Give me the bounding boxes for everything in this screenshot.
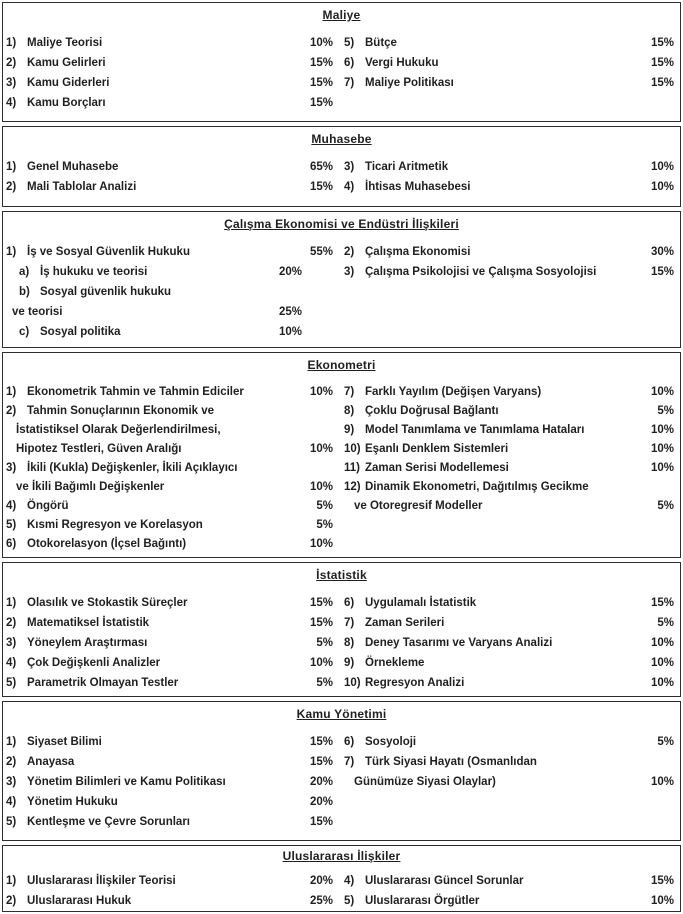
section-title: Kamu Yönetimi — [296, 707, 387, 721]
item-label: Zaman Serileri — [365, 617, 445, 629]
item-label: Çok Değişkenli Analizler — [27, 657, 161, 669]
section-box — [2, 2, 681, 122]
item-percent: 15% — [309, 597, 333, 609]
item-label: Uluslararası Örgütler — [365, 895, 480, 907]
item-label: Türk Siyasi Hayatı (Osmanlıdan — [365, 756, 537, 768]
item-label: Farklı Yayılım (Değişen Varyans) — [365, 386, 542, 398]
item-number: b) — [19, 286, 30, 298]
item-number: 2) — [6, 405, 17, 417]
item-percent: 5% — [657, 500, 674, 512]
item-percent: 15% — [650, 57, 674, 69]
topic-line — [6, 535, 344, 554]
section-columns — [6, 732, 677, 832]
item-number: 6) — [6, 538, 17, 550]
topic-line — [344, 421, 677, 440]
item-percent: 20% — [278, 266, 302, 278]
column-left — [6, 33, 344, 113]
column-right — [344, 33, 677, 113]
item-number: 4) — [6, 500, 17, 512]
item-percent: 10% — [650, 637, 674, 649]
topic-line — [344, 752, 677, 772]
item-label: Hipotez Testleri, Güven Aralığı — [16, 443, 182, 455]
item-percent: 20% — [309, 796, 333, 808]
item-label: Eşanlı Denklem Sistemleri — [365, 443, 509, 455]
item-label: Kentleşme ve Çevre Sorunları — [27, 816, 190, 828]
item-percent: 15% — [650, 597, 674, 609]
item-percent: 10% — [278, 326, 302, 338]
column-left — [6, 871, 344, 911]
item-percent: 5% — [316, 519, 333, 531]
item-percent: 10% — [309, 657, 333, 669]
item-percent: 30% — [650, 246, 674, 258]
item-label: Bütçe — [365, 37, 397, 49]
topic-line — [16, 440, 344, 459]
item-percent: 5% — [316, 677, 333, 689]
item-percent: 15% — [650, 266, 674, 278]
topic-line — [344, 633, 677, 653]
column-left — [6, 383, 344, 554]
topic-line — [6, 673, 344, 693]
item-percent: 5% — [657, 617, 674, 629]
item-number: 3) — [344, 161, 355, 173]
item-number: 1) — [6, 386, 17, 398]
item-number: 1) — [6, 161, 17, 173]
section-title: Çalışma Ekonomisi ve Endüstri İlişkileri — [224, 217, 459, 231]
item-number: 6) — [344, 597, 355, 609]
item-percent: 20% — [309, 776, 333, 788]
topic-line — [6, 53, 344, 73]
topic-line — [6, 593, 344, 613]
topic-line — [6, 871, 344, 891]
topic-line — [6, 177, 344, 197]
topic-line — [6, 33, 344, 53]
topic-line — [344, 73, 677, 93]
item-number: c) — [19, 326, 30, 338]
topic-line — [6, 772, 344, 792]
item-number: 7) — [344, 386, 355, 398]
item-percent: 15% — [650, 77, 674, 89]
item-label: Çalışma Ekonomisi — [365, 246, 471, 258]
item-label: Parametrik Olmayan Testler — [27, 677, 179, 689]
topic-line — [6, 812, 344, 832]
item-number: 2) — [344, 246, 355, 258]
item-number: 4) — [344, 875, 355, 887]
item-label: Uluslararası Güncel Sorunlar — [365, 875, 524, 887]
column-right — [344, 383, 677, 554]
item-number: 2) — [6, 181, 17, 193]
item-number: 1) — [6, 875, 17, 887]
item-label: ve teorisi — [12, 306, 63, 318]
item-number: 5) — [344, 895, 355, 907]
column-right — [344, 871, 677, 911]
topic-line — [6, 383, 344, 402]
topic-line — [344, 593, 677, 613]
item-number: a) — [19, 266, 30, 278]
item-percent: 5% — [316, 500, 333, 512]
item-percent: 5% — [657, 736, 674, 748]
column-left — [6, 157, 344, 197]
item-label: Deney Tasarımı ve Varyans Analizi — [365, 637, 553, 649]
topic-line — [344, 732, 677, 752]
topic-line — [344, 402, 677, 421]
item-label: İhtisas Muhasebesi — [365, 181, 471, 193]
item-label: Uluslararası Hukuk — [27, 895, 132, 907]
item-percent: 15% — [309, 736, 333, 748]
item-number: 7) — [344, 617, 355, 629]
item-percent: 15% — [309, 97, 333, 109]
item-percent: 15% — [309, 181, 333, 193]
item-percent: 15% — [309, 617, 333, 629]
item-label: Anayasa — [27, 756, 75, 768]
item-percent: 10% — [650, 677, 674, 689]
item-label: Kamu Borçları — [27, 97, 106, 109]
topic-line — [344, 33, 677, 53]
item-number: 7) — [344, 756, 355, 768]
topic-line — [344, 673, 677, 693]
topic-line — [6, 653, 344, 673]
topic-line — [344, 177, 677, 197]
item-label: Dinamik Ekonometri, Dağıtılmış Gecikme — [365, 481, 589, 493]
topic-line — [344, 891, 677, 911]
topic-line — [6, 633, 344, 653]
topic-line — [344, 459, 677, 478]
item-number: 1) — [6, 597, 17, 609]
item-label: ve Otoregresif Modeller — [354, 500, 483, 512]
item-label: Yöneylem Araştırması — [27, 637, 148, 649]
column-left — [6, 732, 344, 832]
column-right — [344, 593, 677, 693]
section-columns — [6, 593, 677, 693]
item-number: 3) — [344, 266, 355, 278]
topic-line — [344, 613, 677, 633]
item-number: 3) — [6, 776, 17, 788]
item-label: Genel Muhasebe — [27, 161, 119, 173]
item-percent: 15% — [309, 77, 333, 89]
item-number: 4) — [6, 657, 17, 669]
item-label: Sosyoloji — [365, 736, 417, 748]
section-box — [2, 211, 681, 348]
topic-line — [6, 891, 344, 911]
section-box — [2, 126, 681, 207]
item-label: Yönetim Bilimleri ve Kamu Politikası — [27, 776, 226, 788]
item-number: 4) — [6, 796, 17, 808]
item-number: 3) — [6, 637, 17, 649]
item-percent: 10% — [309, 37, 333, 49]
item-number: 2) — [6, 756, 17, 768]
item-percent: 10% — [309, 481, 333, 493]
item-label: Örnekleme — [365, 657, 425, 669]
section-columns — [6, 33, 677, 113]
item-number: 5) — [6, 519, 17, 531]
section-title: Muhasebe — [311, 132, 372, 146]
item-number: 1) — [6, 736, 17, 748]
section-box — [2, 845, 681, 912]
item-percent: 10% — [650, 443, 674, 455]
section-box — [2, 562, 681, 697]
topic-line — [6, 516, 344, 535]
item-number: 5) — [6, 816, 17, 828]
item-number: 9) — [344, 657, 355, 669]
section-columns — [6, 383, 677, 554]
item-number: 9) — [344, 424, 355, 436]
item-label: Uluslararası İlişkiler Teorisi — [27, 875, 176, 887]
item-label: Çoklu Doğrusal Bağlantı — [365, 405, 499, 417]
topic-line — [19, 262, 344, 282]
item-label: Olasılık ve Stokastik Süreçler — [27, 597, 188, 609]
topic-line — [344, 653, 677, 673]
topic-line — [354, 497, 677, 516]
topic-line — [344, 383, 677, 402]
item-number: 5) — [344, 37, 355, 49]
topic-line — [344, 478, 677, 497]
section-title: Uluslararası İlişkiler — [282, 849, 401, 863]
topic-line — [354, 772, 677, 792]
topic-line — [6, 459, 344, 478]
topic-line — [16, 478, 344, 497]
item-label: Mali Tablolar Analizi — [27, 181, 137, 193]
item-label: Sosyal güvenlik hukuku — [40, 286, 172, 298]
item-percent: 25% — [278, 306, 302, 318]
item-percent: 65% — [309, 161, 333, 173]
item-label: ve İkili Bağımlı Değişkenler — [16, 481, 165, 493]
item-percent: 10% — [650, 161, 674, 173]
item-number: 10) — [344, 443, 361, 455]
item-label: Otokorelasyon (İçsel Bağıntı) — [27, 538, 187, 550]
item-number: 3) — [6, 462, 17, 474]
topic-line — [19, 282, 344, 302]
item-number: 3) — [6, 77, 17, 89]
item-label: Uygulamalı İstatistik — [365, 597, 477, 609]
column-left — [6, 242, 344, 342]
item-label: Sosyal politika — [40, 326, 121, 338]
item-label: Vergi Hukuku — [365, 57, 439, 69]
item-percent: 15% — [650, 875, 674, 887]
column-right — [344, 242, 677, 342]
topic-line — [12, 302, 344, 322]
item-number: 8) — [344, 637, 355, 649]
topic-line — [6, 613, 344, 633]
item-percent: 10% — [650, 776, 674, 788]
topic-line — [344, 157, 677, 177]
topic-line — [6, 402, 344, 421]
topic-line — [6, 157, 344, 177]
item-label: Kamu Gelirleri — [27, 57, 106, 69]
item-percent: 5% — [657, 405, 674, 417]
item-label: Ticari Aritmetik — [365, 161, 449, 173]
item-label: Siyaset Bilimi — [27, 736, 102, 748]
item-percent: 10% — [650, 181, 674, 193]
item-label: Çalışma Psikolojisi ve Çalışma Sosyolojisi — [365, 266, 597, 278]
item-label: İş hukuku ve teorisi — [40, 266, 148, 278]
section-columns — [6, 157, 677, 197]
topic-line — [6, 242, 344, 262]
item-number: 6) — [344, 736, 355, 748]
item-label: Matematiksel İstatistik — [27, 617, 150, 629]
item-percent: 15% — [650, 37, 674, 49]
topic-line — [344, 871, 677, 891]
item-number: 1) — [6, 246, 17, 258]
item-percent: 15% — [309, 756, 333, 768]
item-label: İş ve Sosyal Güvenlik Hukuku — [27, 246, 190, 258]
section-box — [2, 352, 681, 558]
item-percent: 10% — [309, 443, 333, 455]
item-percent: 10% — [309, 386, 333, 398]
item-label: Model Tanımlama ve Tanımlama Hataları — [365, 424, 585, 436]
item-number: 5) — [6, 677, 17, 689]
item-number: 2) — [6, 895, 17, 907]
item-number: 10) — [344, 677, 361, 689]
item-label: Maliye Politikası — [365, 77, 454, 89]
item-number: 4) — [344, 181, 355, 193]
item-label: Kamu Giderleri — [27, 77, 110, 89]
item-label: İstatistiksel Olarak Değerlendirilmesi, — [16, 424, 221, 436]
item-percent: 10% — [650, 386, 674, 398]
item-label: Ekonometrik Tahmin ve Tahmin Ediciler — [27, 386, 244, 398]
column-right — [344, 157, 677, 197]
topic-line — [6, 93, 344, 113]
item-percent: 10% — [650, 462, 674, 474]
item-label: Maliye Teorisi — [27, 37, 103, 49]
item-label: İkili (Kukla) Değişkenler, İkili Açıklayıcı — [27, 462, 238, 474]
item-percent: 20% — [309, 875, 333, 887]
item-label: Günümüze Siyasi Olaylar) — [354, 776, 496, 788]
section-title: İstatistik — [316, 568, 367, 582]
section-columns — [6, 871, 677, 911]
topic-line — [344, 262, 677, 282]
item-percent: 55% — [309, 246, 333, 258]
section-title: Ekonometri — [307, 358, 376, 372]
item-number: 12) — [344, 481, 361, 493]
topic-line — [6, 497, 344, 516]
item-percent: 15% — [309, 816, 333, 828]
topic-line — [19, 322, 344, 342]
item-label: Öngörü — [27, 500, 69, 512]
item-label: Kısmi Regresyon ve Korelasyon — [27, 519, 203, 531]
section-columns — [6, 242, 677, 342]
item-label: Yönetim Hukuku — [27, 796, 118, 808]
topic-line — [6, 732, 344, 752]
item-number: 2) — [6, 57, 17, 69]
section-box — [2, 701, 681, 841]
item-number: 11) — [344, 462, 360, 474]
topic-line — [6, 752, 344, 772]
topic-line — [6, 73, 344, 93]
item-percent: 10% — [309, 538, 333, 550]
topic-line — [344, 53, 677, 73]
item-number: 7) — [344, 77, 355, 89]
item-number: 1) — [6, 37, 17, 49]
item-label: Zaman Serisi Modellemesi — [365, 462, 509, 474]
topic-line — [344, 440, 677, 459]
column-left — [6, 593, 344, 693]
topic-line — [16, 421, 344, 440]
item-number: 8) — [344, 405, 355, 417]
item-number: 4) — [6, 97, 17, 109]
item-number: 6) — [344, 57, 355, 69]
item-label: Regresyon Analizi — [365, 677, 465, 689]
item-percent: 10% — [650, 657, 674, 669]
item-percent: 25% — [309, 895, 333, 907]
item-label: Tahmin Sonuçlarının Ekonomik ve — [27, 405, 215, 417]
topic-line — [344, 242, 677, 262]
section-title: Maliye — [322, 8, 361, 22]
topic-line — [6, 792, 344, 812]
item-percent: 10% — [650, 895, 674, 907]
item-percent: 10% — [650, 424, 674, 436]
column-right — [344, 732, 677, 832]
item-number: 2) — [6, 617, 17, 629]
item-percent: 5% — [316, 637, 333, 649]
item-percent: 15% — [309, 57, 333, 69]
